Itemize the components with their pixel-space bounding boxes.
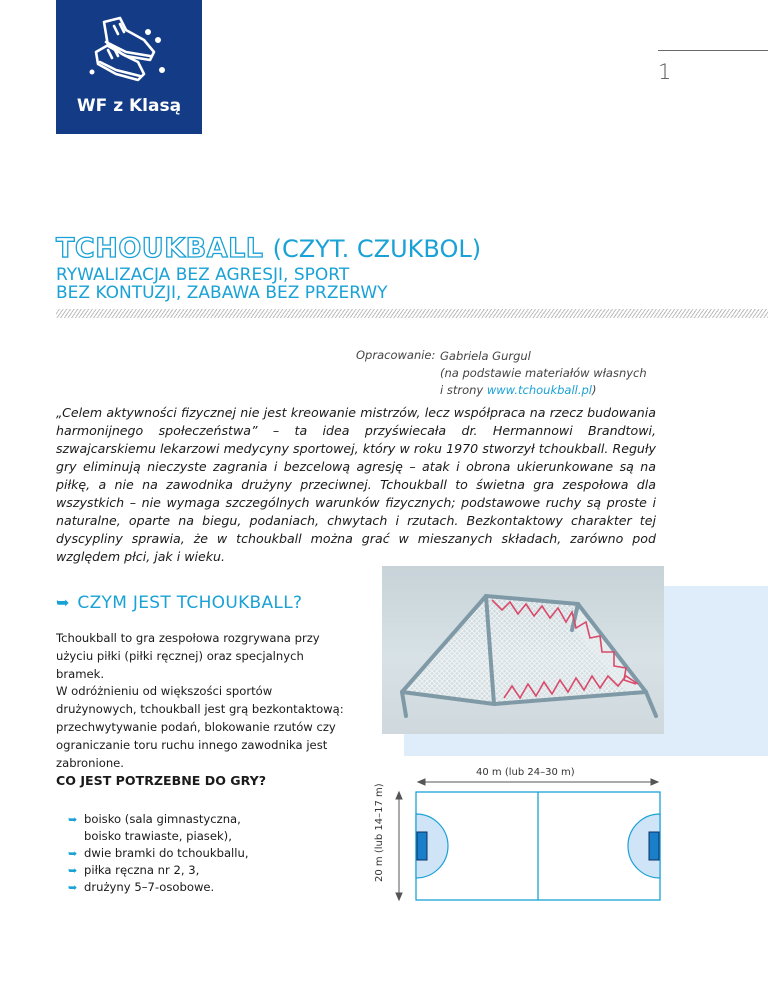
list-item xyxy=(68,845,249,862)
goal-right xyxy=(649,832,659,860)
court-height-label: 20 m (lub 14–17 m) xyxy=(374,783,385,882)
credits-label: Opracowanie: xyxy=(356,348,436,362)
arrow-bullet-icon: ➥ xyxy=(68,881,78,894)
list-item xyxy=(68,811,249,828)
page-rule xyxy=(658,50,768,51)
website-link[interactable]: www.tchoukball.pl xyxy=(486,383,593,397)
intro-quote: „Celem aktywności fizycznej nie jest kreowanie mistrzów, lecz współpraca na rzecz budowania harmonijnego społeczeństwa” – ta idea przyświecała dr. Hermannowi Brandtowi, szwajcarskiemu lekarzowi medycyny sportowej, który w roku 1970 stworzył tchoukball. Reguły gry eliminują nieczyste zagrania i bezcelową agresję – atak i obrona ukierunkowane są na piłkę, a nie na zawodnika drużyny przeciwnej. Tchoukball to świetna gra zespołowa dla wszystkich – nie wymaga szczególnych warunków fizycznych; podstawowe ruchy są proste i naturalne, oparte na biegu, podaniach, chwytach i rzutach. Bezkontaktowy charakter tej dyscypliny sprawia, że w tchoukball można grać w mieszanych składach, zarówno pod względem płci, jak i wieku. xyxy=(56,405,656,564)
arrow-icon: ➥ xyxy=(56,593,70,612)
goal-left xyxy=(417,832,427,860)
logo xyxy=(56,0,202,134)
list-item xyxy=(68,879,249,896)
page-subtitle xyxy=(56,266,576,302)
list-item-text: boisko trawiaste, piasek), xyxy=(84,829,232,843)
list-item-text: boisko (sala gimnastyczna, xyxy=(84,812,241,826)
section-heading-requirements: CO JEST POTRZEBNE DO GRY? xyxy=(56,773,267,788)
subtitle-line: RYWALIZACJA BEZ AGRESJI, SPORT xyxy=(56,265,350,285)
credits xyxy=(440,348,660,399)
page-number: 1 xyxy=(658,60,672,84)
title-pronunciation: (CZYT. CZUKBOL) xyxy=(272,235,482,263)
credits-source-line: i strony www.tchoukball.pl) xyxy=(440,383,597,397)
court-diagram xyxy=(378,760,678,910)
page-title xyxy=(56,233,481,264)
paragraph: Tchoukball to gra zespołowa rozgrywana przy użyciu piłki (piłki ręcznej) oraz specjalnych bramek. xyxy=(56,631,320,681)
list-item-text: drużyny 5–7-osobowe. xyxy=(84,880,215,894)
arrow-bullet-icon: ➥ xyxy=(68,864,78,877)
list-item-text: piłka ręczna nr 2, 3, xyxy=(84,863,200,877)
court-width-label: 40 m (lub 24–30 m) xyxy=(476,767,575,778)
section-heading-what-is xyxy=(56,593,302,613)
section-title: CZYM JEST TCHOUKBALL? xyxy=(77,593,303,613)
sneakers-icon xyxy=(86,12,172,92)
width-dimension-arrow xyxy=(418,779,658,785)
list-item xyxy=(68,828,249,845)
logo-text: WF z Klasą xyxy=(76,96,182,116)
arrow-bullet-icon: ➥ xyxy=(68,847,78,860)
tchoukball-frame-photo xyxy=(382,566,664,734)
paragraph: W odróżnieniu od większości sportów drużynowych, tchoukball jest grą bezkontaktową: przechwytywanie podań, blokowanie rzutów czy ograniczanie toru ruchu innego zawodnika jest zabronione. xyxy=(56,684,344,770)
subtitle-line: BEZ KONTUZJI, ZABAWA BEZ PRZERWY xyxy=(56,283,388,303)
list-item-text: dwie bramki do tchoukballu, xyxy=(84,846,249,860)
tchoukball-frame-illustration xyxy=(382,566,664,734)
arrow-bullet-icon: ➥ xyxy=(68,813,78,826)
list-item xyxy=(68,862,249,879)
credits-source: (na podstawie materiałów własnych xyxy=(440,366,647,380)
title-main: TCHOUKBALL xyxy=(56,233,264,264)
equipment-list xyxy=(68,811,249,896)
hatch-divider xyxy=(56,309,768,318)
height-dimension-arrow xyxy=(396,792,402,900)
credits-author: Gabriela Gurgul xyxy=(440,349,531,363)
